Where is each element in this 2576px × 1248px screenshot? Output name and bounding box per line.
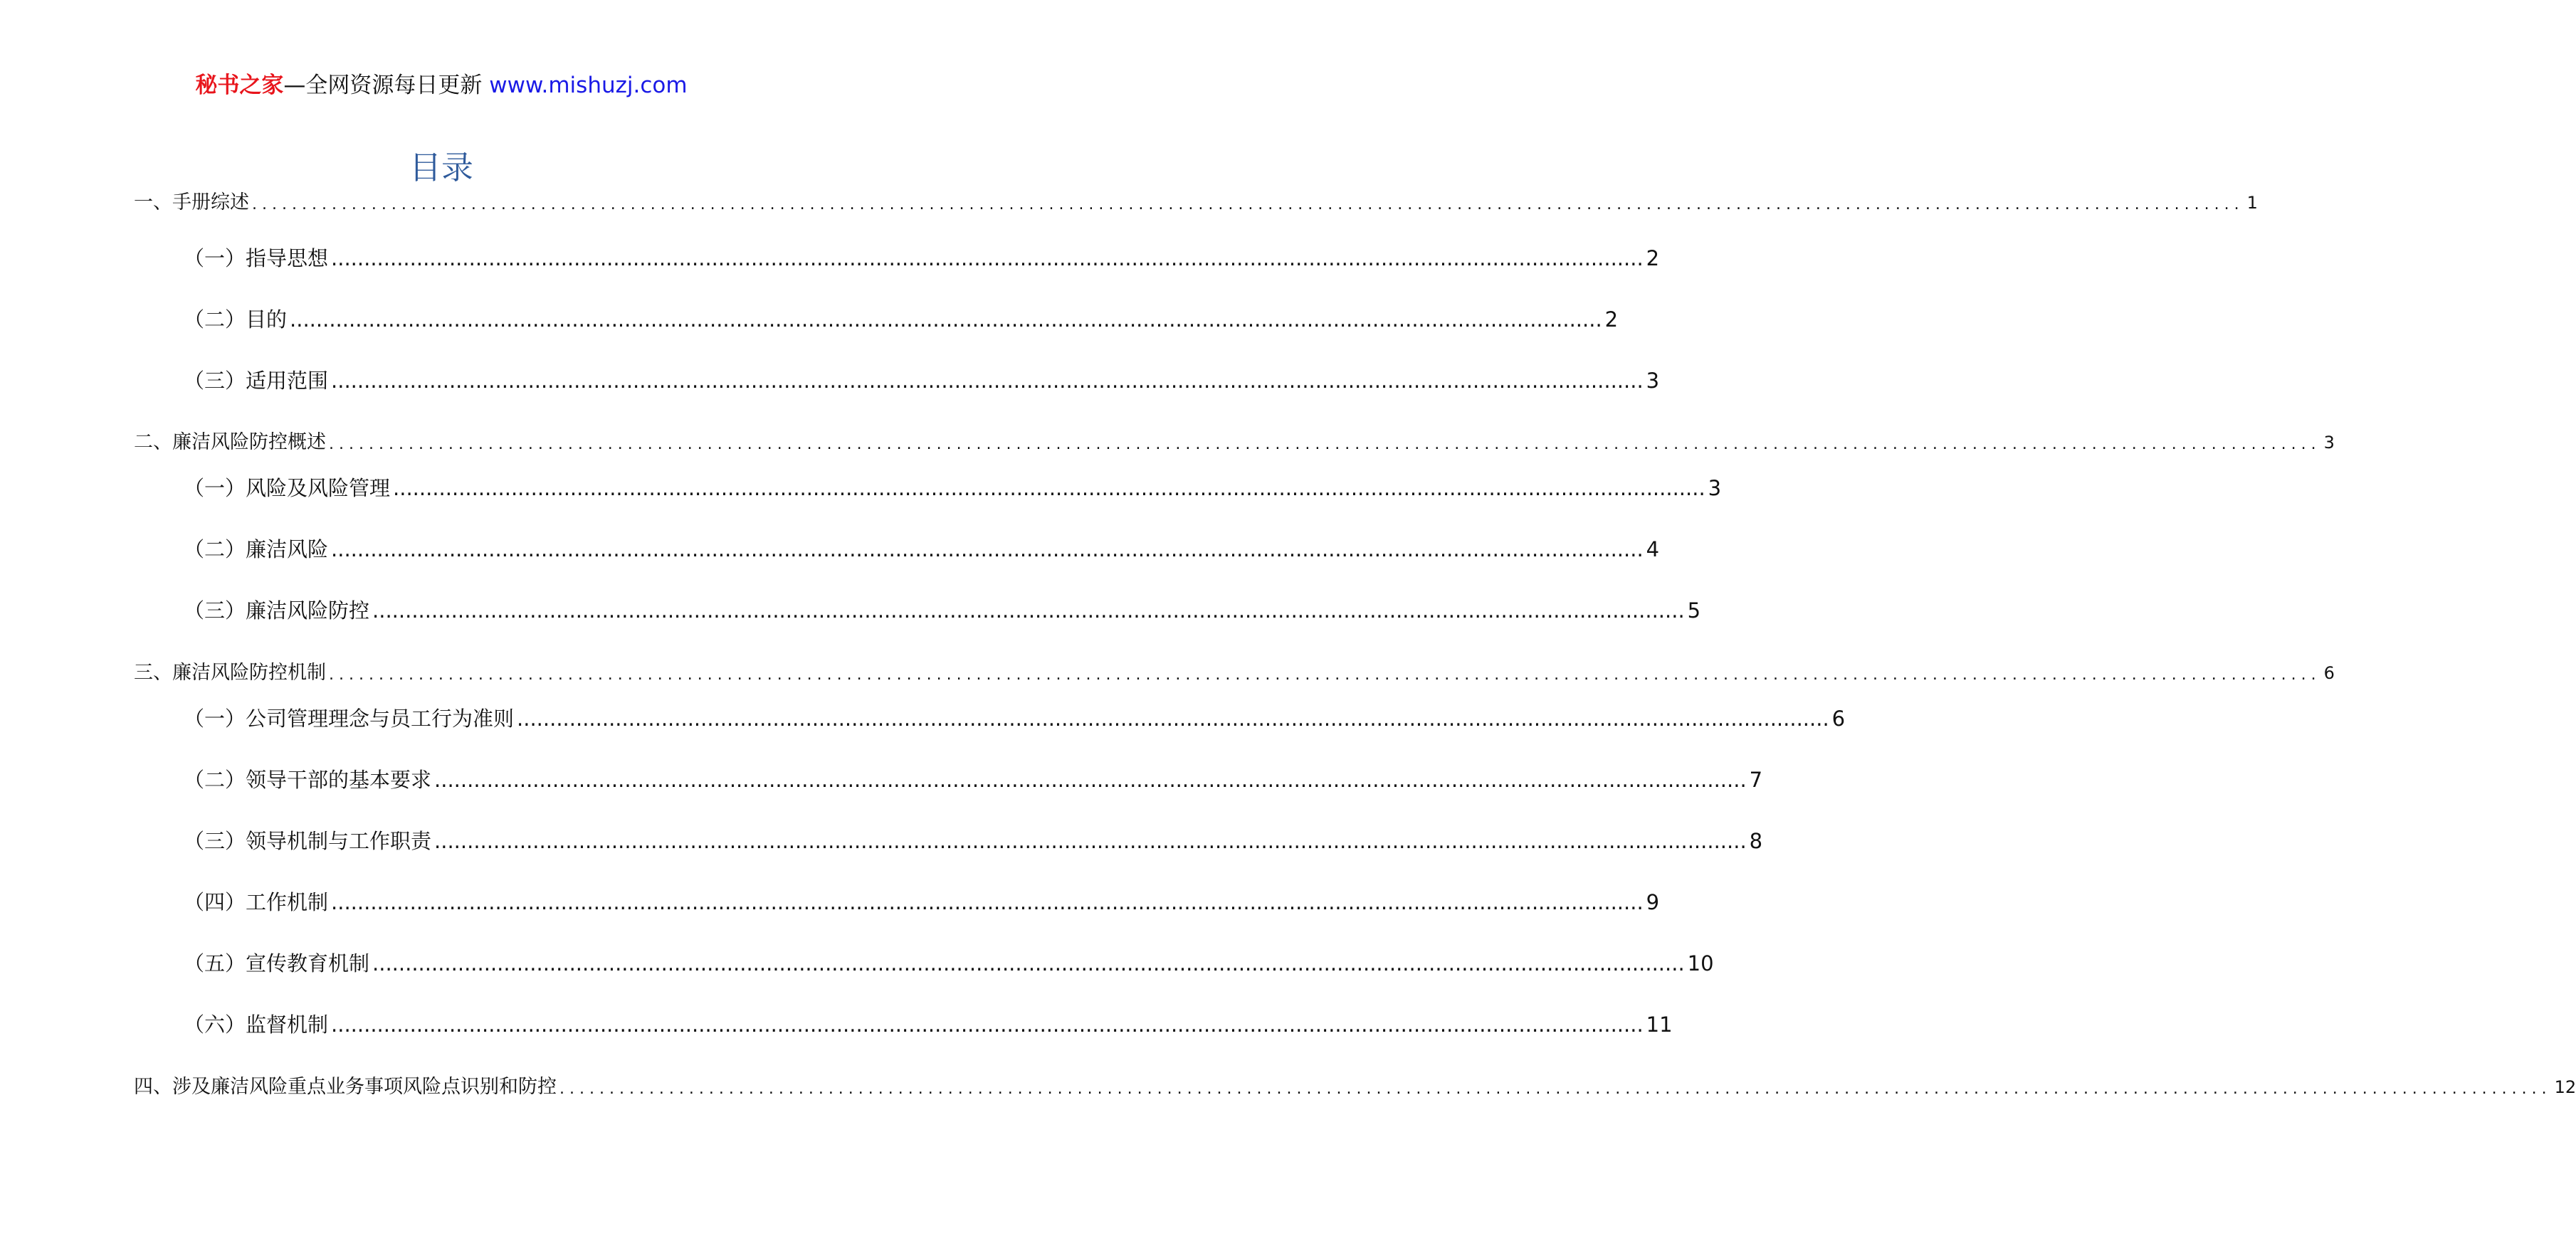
toc-entry-page: 6 bbox=[1831, 707, 1846, 731]
brand-name: 秘书之家 bbox=[195, 73, 284, 98]
toc-entry-label: （二）廉洁风险 bbox=[184, 537, 329, 561]
toc-entry-label: （一）公司管理理念与员工行为准则 bbox=[184, 707, 515, 731]
toc-entry-page: 12 bbox=[2554, 1077, 2576, 1097]
toc-entry-2-2[interactable] bbox=[184, 536, 1660, 563]
toc-entry-label: （四）工作机制 bbox=[184, 890, 329, 914]
toc-leader-dots: ........................................................................................................................................................................................................ bbox=[372, 598, 1685, 623]
toc-entry-label: （一）指导思想 bbox=[184, 246, 329, 270]
toc-entry-label: （三）领导机制与工作职责 bbox=[184, 829, 432, 853]
toc-entry-3[interactable] bbox=[134, 660, 2335, 686]
toc-entry-4[interactable] bbox=[134, 1074, 2576, 1100]
header-tagline: —全网资源每日更新 bbox=[283, 73, 490, 98]
toc-leader-dots: ........................................................................................................................................................................................................ bbox=[434, 829, 1747, 853]
toc-leader-dots: ........................................................................................................................................................................................................ bbox=[331, 246, 1644, 270]
toc-entry-label: （六）监督机制 bbox=[184, 1012, 329, 1037]
toc-entry-page: 2 bbox=[1646, 246, 1660, 270]
toc-entry-2[interactable] bbox=[134, 430, 2335, 455]
toc-entry-1-3[interactable] bbox=[184, 367, 1660, 394]
toc-leader-dots: ........................................................................................................................................................................................................ bbox=[329, 435, 2321, 453]
toc-entry-page: 3 bbox=[1708, 476, 1722, 500]
toc-entry-label: （二）领导干部的基本要求 bbox=[184, 768, 432, 792]
toc-leader-dots: ........................................................................................................................................................................................................ bbox=[559, 1080, 2552, 1098]
toc-title: 目录 bbox=[409, 149, 473, 186]
toc-entry-label: （五）宣传教育机制 bbox=[184, 951, 370, 975]
toc-entry-page: 2 bbox=[1604, 307, 1619, 332]
toc-leader-dots: ........................................................................................................................................................................................................ bbox=[331, 1012, 1644, 1037]
toc-leader-dots: ........................................................................................................................................................................................................ bbox=[517, 707, 1829, 731]
toc-leader-dots: ........................................................................................................................................................................................................ bbox=[252, 196, 2244, 213]
toc-entry-page: 7 bbox=[1749, 768, 1763, 792]
toc-entry-2-1[interactable] bbox=[184, 475, 1722, 502]
toc-entry-1[interactable] bbox=[134, 190, 2258, 216]
toc-entry-label: 二、廉洁风险防控概述 bbox=[134, 431, 326, 453]
toc-leader-dots: ........................................................................................................................................................................................................ bbox=[434, 768, 1747, 792]
toc-entry-label: 一、手册综述 bbox=[134, 191, 249, 213]
toc-entry-page: 10 bbox=[1687, 951, 1714, 975]
toc-entry-3-3[interactable] bbox=[184, 827, 1763, 855]
toc-leader-dots: ........................................................................................................................................................................................................ bbox=[331, 890, 1644, 914]
toc-leader-dots: ........................................................................................................................................................................................................ bbox=[393, 476, 1705, 500]
toc-entry-label: （一）风险及风险管理 bbox=[184, 476, 391, 500]
toc-entry-label: （二）目的 bbox=[184, 307, 288, 332]
toc-entry-1-1[interactable] bbox=[184, 245, 1660, 272]
toc-entry-page: 8 bbox=[1749, 829, 1763, 853]
toc-entry-label: 四、涉及廉洁风险重点业务事项风险点识别和防控 bbox=[134, 1076, 557, 1098]
site-url-link[interactable]: www.mishuzj.com bbox=[489, 73, 688, 98]
toc-entry-1-2[interactable] bbox=[184, 306, 1619, 333]
toc-entry-page: 5 bbox=[1687, 598, 1701, 623]
toc-leader-dots: ........................................................................................................................................................................................................ bbox=[331, 537, 1644, 561]
toc-entry-page: 4 bbox=[1646, 537, 1660, 561]
toc-entry-page: 3 bbox=[1646, 369, 1660, 393]
toc-entry-page: 11 bbox=[1646, 1012, 1673, 1037]
toc-leader-dots: ........................................................................................................................................................................................................ bbox=[331, 369, 1644, 393]
toc-entry-label: 三、廉洁风险防控机制 bbox=[134, 662, 326, 684]
toc-entry-3-5[interactable] bbox=[184, 950, 1714, 977]
toc-entry-3-2[interactable] bbox=[184, 766, 1763, 793]
toc-entry-3-1[interactable] bbox=[184, 705, 1846, 732]
toc-entry-2-3[interactable] bbox=[184, 597, 1701, 624]
toc-entry-3-4[interactable] bbox=[184, 889, 1660, 916]
toc-leader-dots: ........................................................................................................................................................................................................ bbox=[372, 951, 1685, 975]
toc-leader-dots: ........................................................................................................................................................................................................ bbox=[290, 307, 1602, 332]
toc-entry-label: （三）廉洁风险防控 bbox=[184, 598, 370, 623]
toc-leader-dots: ........................................................................................................................................................................................................ bbox=[329, 666, 2321, 684]
toc-entry-label: （三）适用范围 bbox=[184, 369, 329, 393]
toc-entry-page: 6 bbox=[2323, 663, 2335, 683]
toc-entry-page: 1 bbox=[2246, 193, 2258, 213]
toc-entry-page: 3 bbox=[2323, 433, 2335, 453]
toc-entry-page: 9 bbox=[1646, 890, 1660, 914]
toc-entry-3-6[interactable] bbox=[184, 1011, 1673, 1038]
